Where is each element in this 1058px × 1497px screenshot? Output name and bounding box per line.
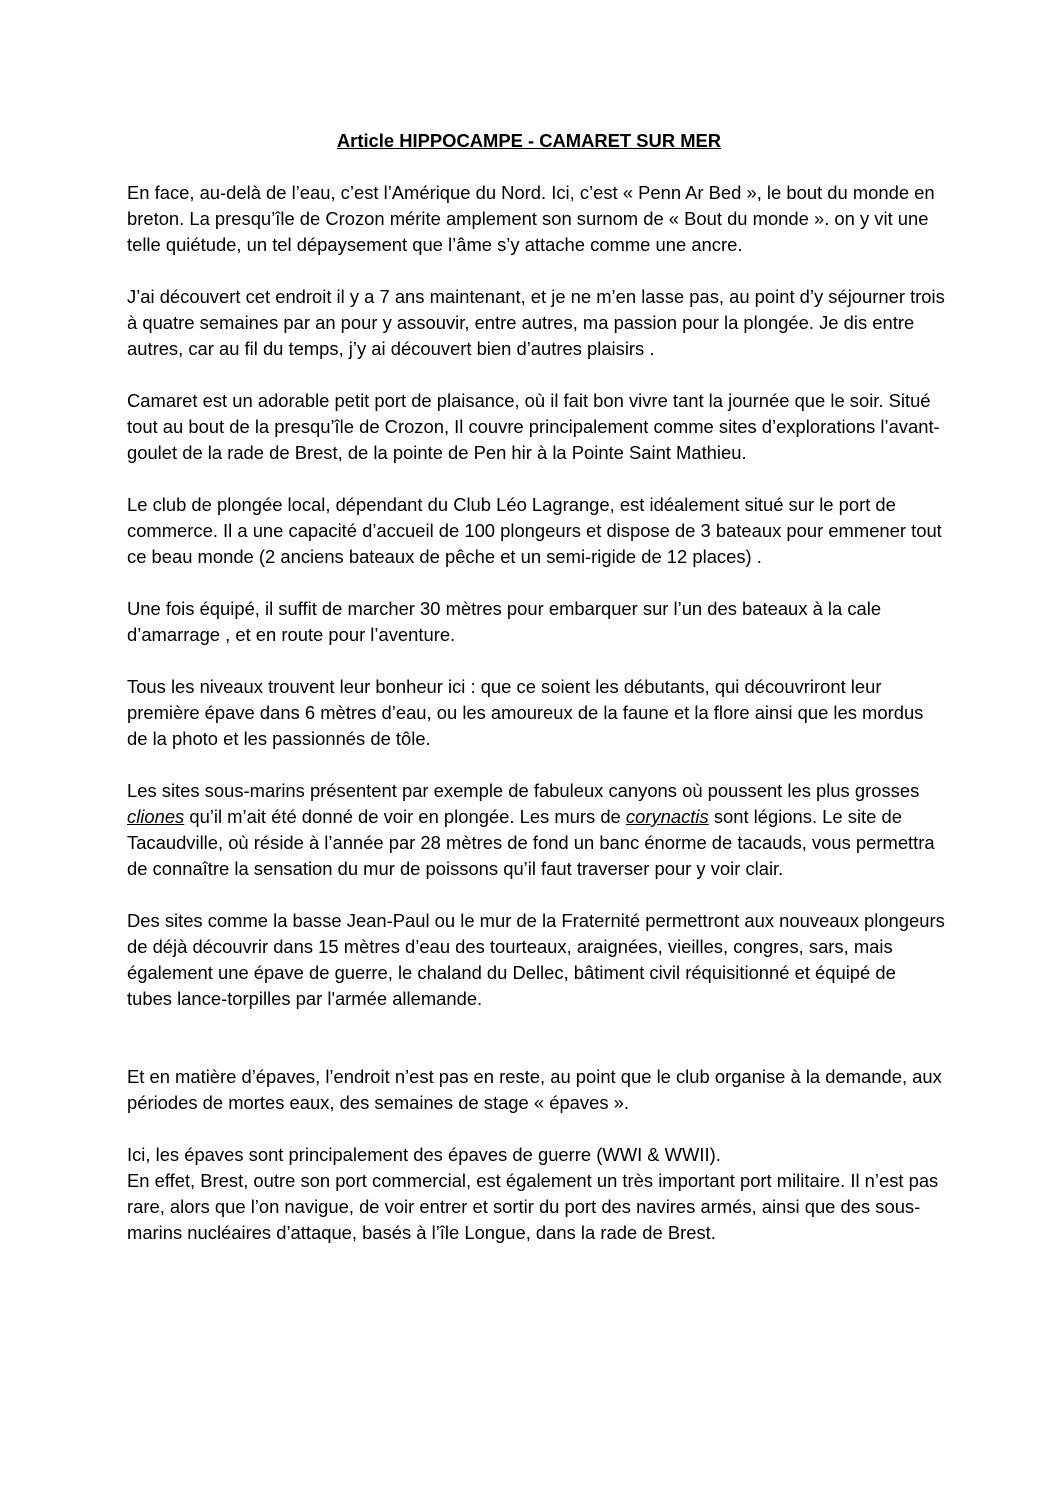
paragraph-wrecks: Et en matière d’épaves, l’endroit n’est pas en reste, au point que le club organise à la demande, aux périodes de mortes eaux, des semaines de stage « épaves ». <box>127 1066 942 1113</box>
paragraph-text: Les sites sous-marins présentent par exemple de fabuleux canyons où poussent les plus grosses <box>127 780 920 801</box>
emphasized-term-corynactis: corynactis <box>625 806 709 827</box>
paragraph-text: sont légions. Le site de Tacaudville, où réside à l’année par 28 mètres de fond un banc énorme de tacauds, vous permettra de connaître la sensation du mur de poissons qu’il faut traverser pour y voir clair. <box>127 806 935 879</box>
paragraph-war-wrecks: Ici, les épaves sont principalement des épaves de guerre (WWI & WWII). <box>127 1144 721 1165</box>
article-body <box>127 180 945 1272</box>
emphasized-term-cliones: cliones <box>127 806 185 827</box>
paragraph-beginner-sites: Des sites comme la basse Jean-Paul ou le mur de la Fraternité permettront aux nouveaux plongeurs de déjà découvrir dans 15 mètres d’eau des tourteaux, araignées, vieilles, congres, sars, mais également une épave de guerre, le chaland du Dellec, bâtiment civil réquisitionné et équipé de tubes lance-torpilles par l'armée allemande. <box>127 910 945 1009</box>
paragraph-brest-port: En effet, Brest, outre son port commercial, est également un très important port militaire. Il n’est pas rare, alors que l’on navigue, de voir entrer et sortir du port des navires armés, ainsi que des sous-marins nucléaires d’attaque, basés à l’île Longue, dans la rade de Brest. <box>127 1170 939 1243</box>
article-title: Article HIPPOCAMPE - CAMARET SUR MER <box>336 130 722 151</box>
paragraph-levels: Tous les niveaux trouvent leur bonheur ici : que ce soient les débutants, qui découvriront leur première épave dans 6 mètres d’eau, ou les amoureux de la faune et la flore ainsi que les mordus de la photo et les passionnés de tôle. <box>127 676 924 749</box>
paragraph-camaret: Camaret est un adorable petit port de plaisance, où il fait bon vivre tant la journée que le soir. Situé tout au bout de la presqu’île de Crozon, Il couvre principalement comme sites d’explorations l’avant-goulet de la rade de Brest, de la pointe de Pen hir à la Pointe Saint Mathieu. <box>127 390 940 463</box>
paragraph-dive-club: Le club de plongée local, dépendant du Club Léo Lagrange, est idéalement situé sur le port de commerce. Il a une capacité d’accueil de 100 plongeurs et dispose de 3 bateaux pour emmener tout ce beau monde (2 anciens bateaux de pêche et un semi-rigide de 12 places) . <box>127 494 942 567</box>
paragraph-text: qu’il m’ait été donné de voir en plongée. Les murs de <box>184 806 626 827</box>
paragraph-boarding: Une fois équipé, il suffit de marcher 30 mètres pour embarquer sur l’un des bateaux à la cale d’amarrage , et en route pour l’aventure. <box>127 598 882 645</box>
paragraph-underwater-sites <box>127 778 945 882</box>
paragraph-intro: En face, au-delà de l’eau, c’est l’Amérique du Nord. Ici, c’est « Penn Ar Bed », le bout du monde en breton. La presqu’île de Crozon mérite amplement son surnom de « Bout du monde ». on y vit une telle quiétude, un tel dépaysement que l’âme s’y attache comme une ancre. <box>127 182 935 255</box>
paragraph-discovery: J’ai découvert cet endroit il y a 7 ans maintenant, et je ne m’en lasse pas, au point d’y séjourner trois à quatre semaines par an pour y assouvir, entre autres, ma passion pour la plongée. Je dis entre autres, car au fil du temps, j’y ai découvert bien d’autres plaisirs . <box>127 286 945 359</box>
